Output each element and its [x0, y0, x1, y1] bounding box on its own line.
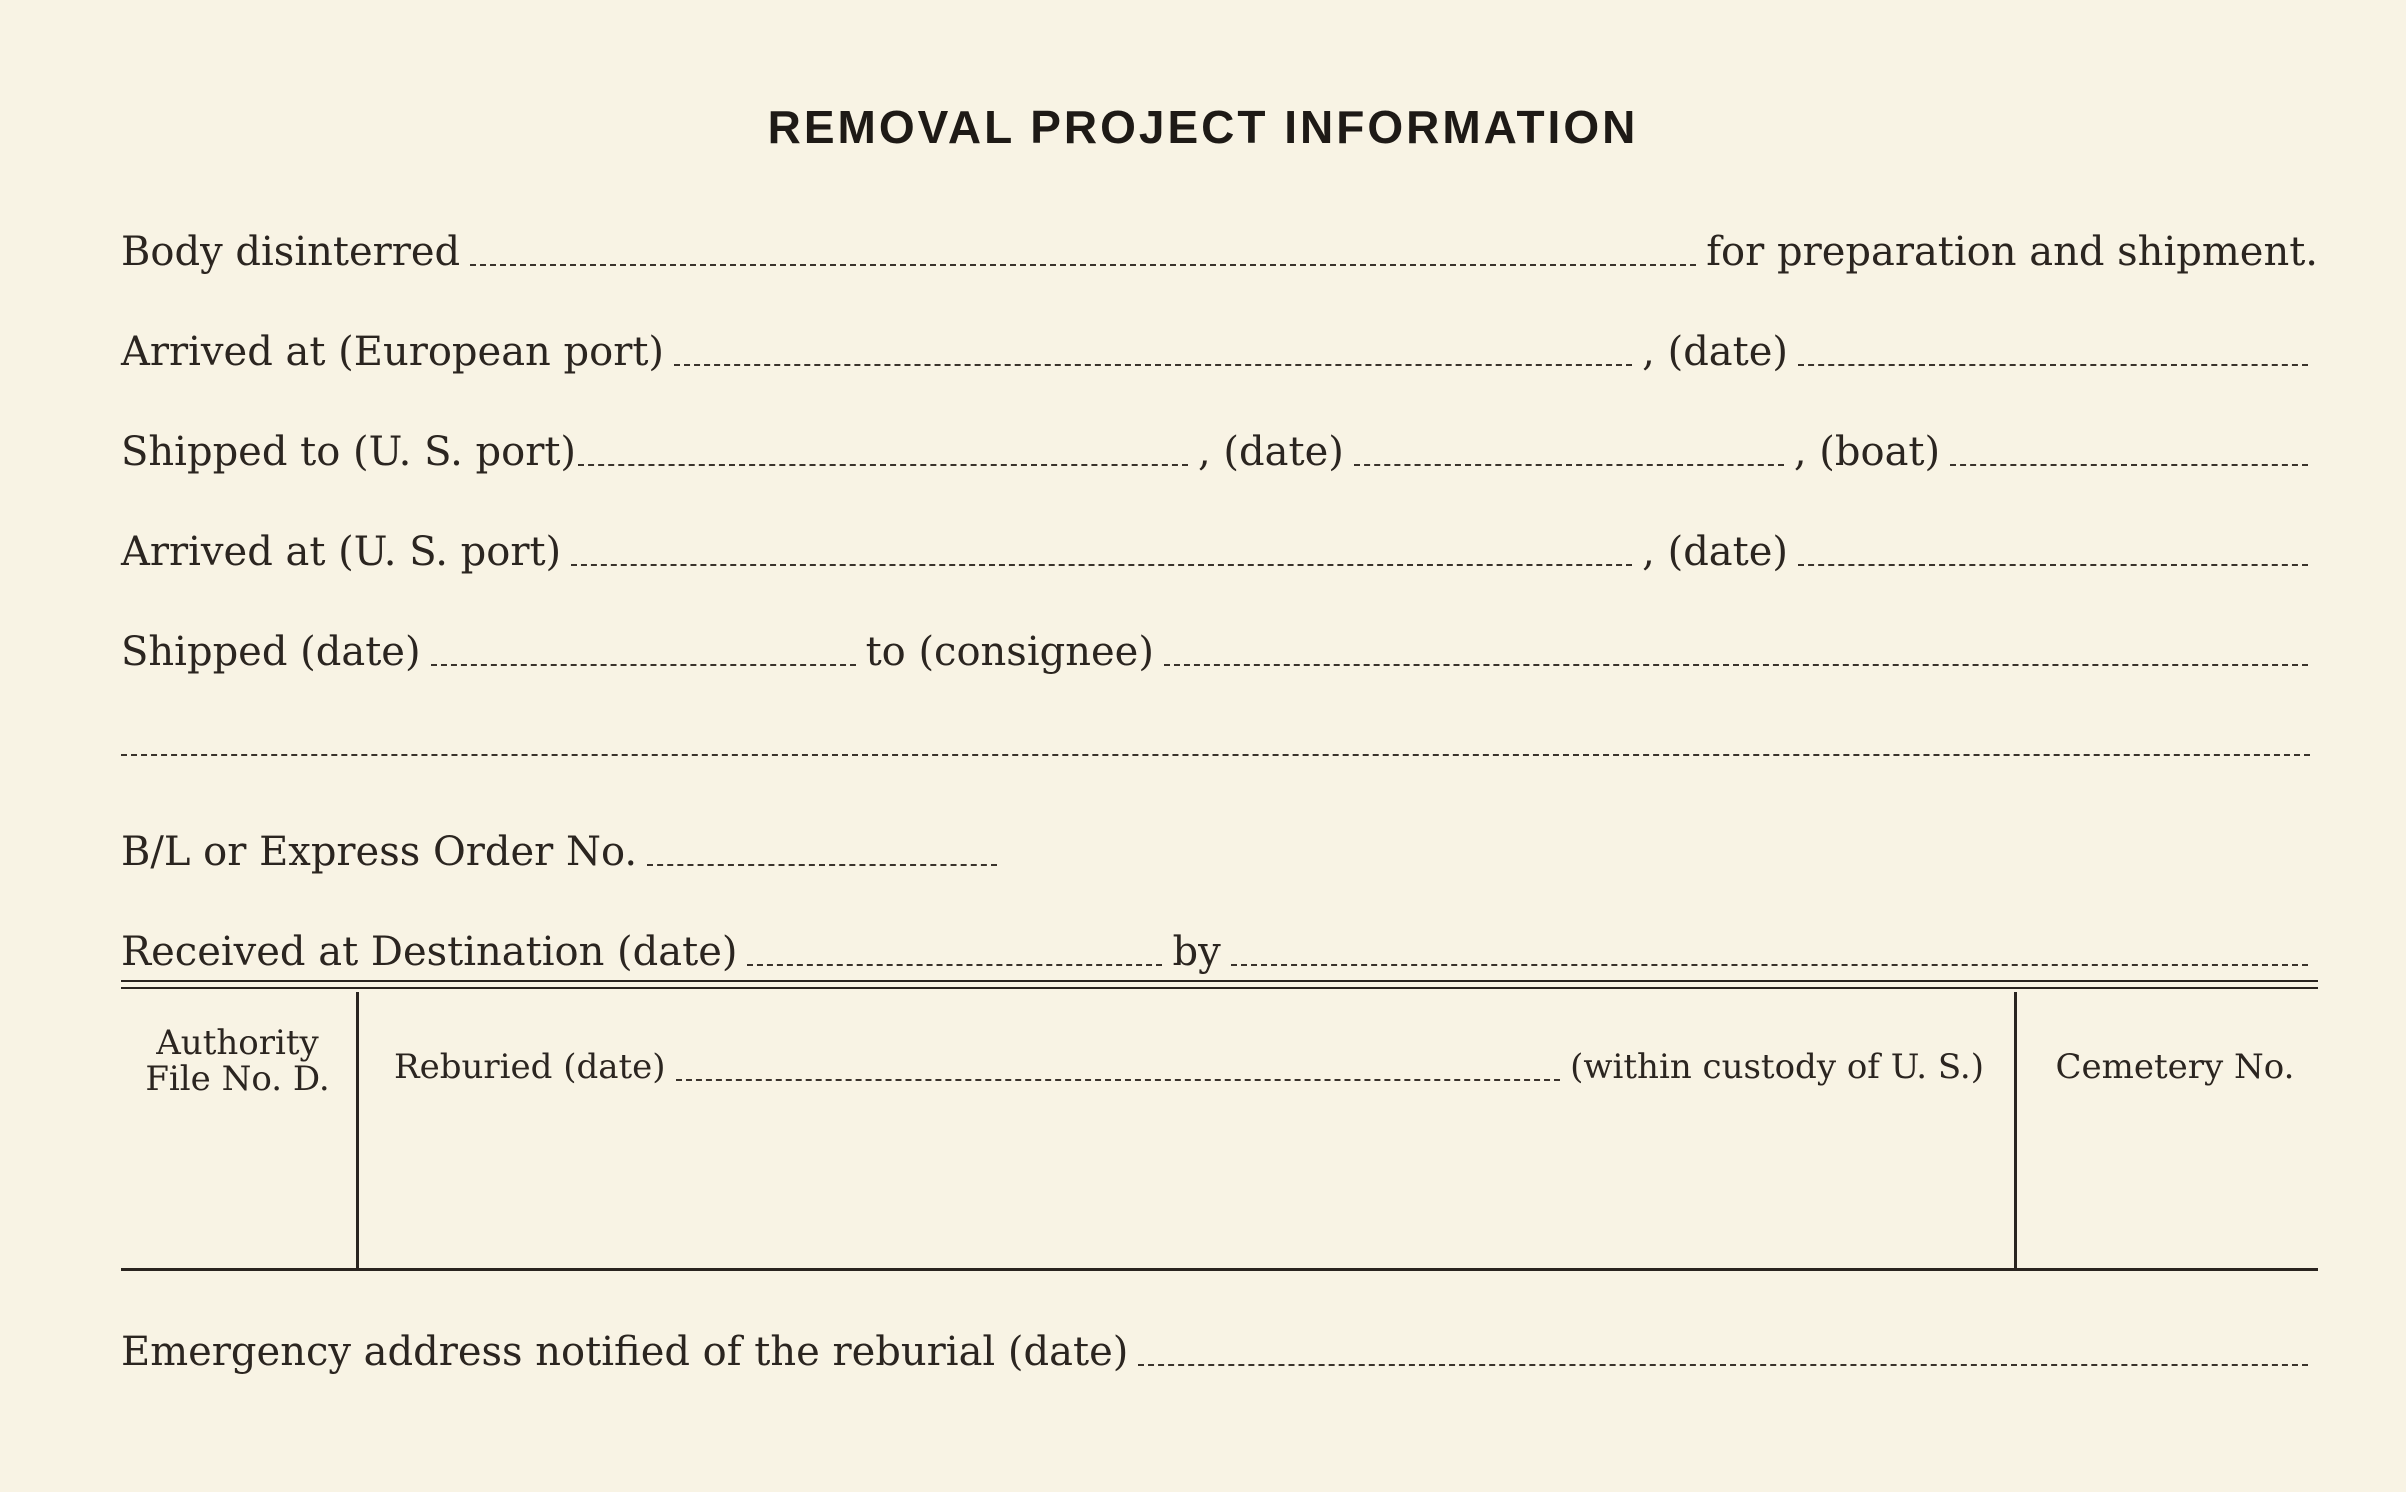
- label-to-consignee: to (consignee): [865, 629, 1154, 675]
- field-body-disinterred[interactable]: [470, 264, 1696, 266]
- field-date-3[interactable]: [1798, 564, 2308, 566]
- box-bottom-rule: [121, 1268, 2318, 1271]
- label-reburied-date: Reburied (date): [394, 1046, 666, 1087]
- field-boat[interactable]: [1950, 464, 2308, 466]
- label-shipped-to-us: Shipped to (U. S. port): [121, 429, 576, 475]
- double-rule-top: [121, 980, 2318, 982]
- label-by: by: [1172, 929, 1221, 975]
- cemetery-no-text: Cemetery No.: [2055, 1047, 2295, 1087]
- field-date-1[interactable]: [1798, 364, 2308, 366]
- field-date-2[interactable]: [1354, 464, 1784, 466]
- label-received-destination: Received at Destination (date): [121, 929, 738, 975]
- authority-line-1: Authority: [156, 1023, 319, 1063]
- field-reburied-date[interactable]: [676, 1079, 1561, 1081]
- box-divider-right: [2014, 992, 2017, 1268]
- label-date-1: , (date): [1642, 329, 1788, 375]
- row-received-destination: [121, 922, 2318, 975]
- field-emergency-date[interactable]: [1138, 1364, 2308, 1366]
- row-arrived-european: [121, 322, 2318, 375]
- authority-line-2: File No. D.: [145, 1058, 330, 1099]
- field-consignee-line-2[interactable]: [121, 754, 2310, 756]
- field-arrived-us-port[interactable]: [571, 564, 1632, 566]
- field-european-port[interactable]: [674, 364, 1632, 366]
- cemetery-no-label: [2030, 1047, 2320, 1087]
- form-title: REMOVAL PROJECT INFORMATION: [767, 101, 1639, 153]
- label-for-preparation: for preparation and shipment.: [1706, 229, 2318, 275]
- row-body-disinterred: [121, 222, 2318, 275]
- label-within-custody: (within custody of U. S.): [1570, 1046, 1984, 1087]
- box-divider-left: [356, 992, 359, 1268]
- label-shipped-date: Shipped (date): [121, 629, 421, 675]
- row-reburied: [394, 1040, 1984, 1086]
- row-consignee-continued: [121, 712, 2318, 762]
- label-date-3: , (date): [1642, 529, 1788, 575]
- label-date-2: , (date): [1198, 429, 1344, 475]
- label-emergency-address: Emergency address notified of the reburial (date): [121, 1329, 1129, 1375]
- row-emergency-address: [121, 1322, 2318, 1375]
- row-bl-order: [121, 822, 2318, 875]
- row-arrived-us: [121, 522, 2318, 575]
- field-received-by[interactable]: [1231, 964, 2308, 966]
- label-arrived-european: Arrived at (European port): [121, 329, 665, 375]
- double-rule-bottom: [121, 987, 2318, 989]
- field-bl-order[interactable]: [647, 864, 997, 866]
- field-us-port[interactable]: [578, 464, 1188, 466]
- field-received-date[interactable]: [747, 964, 1162, 966]
- label-body-disinterred: Body disinterred: [121, 229, 461, 275]
- label-bl-order: B/L or Express Order No.: [121, 829, 638, 875]
- label-arrived-us: Arrived at (U. S. port): [121, 529, 562, 575]
- field-consignee[interactable]: [1164, 664, 2308, 666]
- row-shipped-date: [121, 622, 2318, 675]
- row-shipped-to-us: [121, 422, 2318, 475]
- authority-file-label: [130, 1023, 345, 1099]
- label-boat: , (boat): [1793, 429, 1941, 475]
- field-shipped-date[interactable]: [431, 664, 856, 666]
